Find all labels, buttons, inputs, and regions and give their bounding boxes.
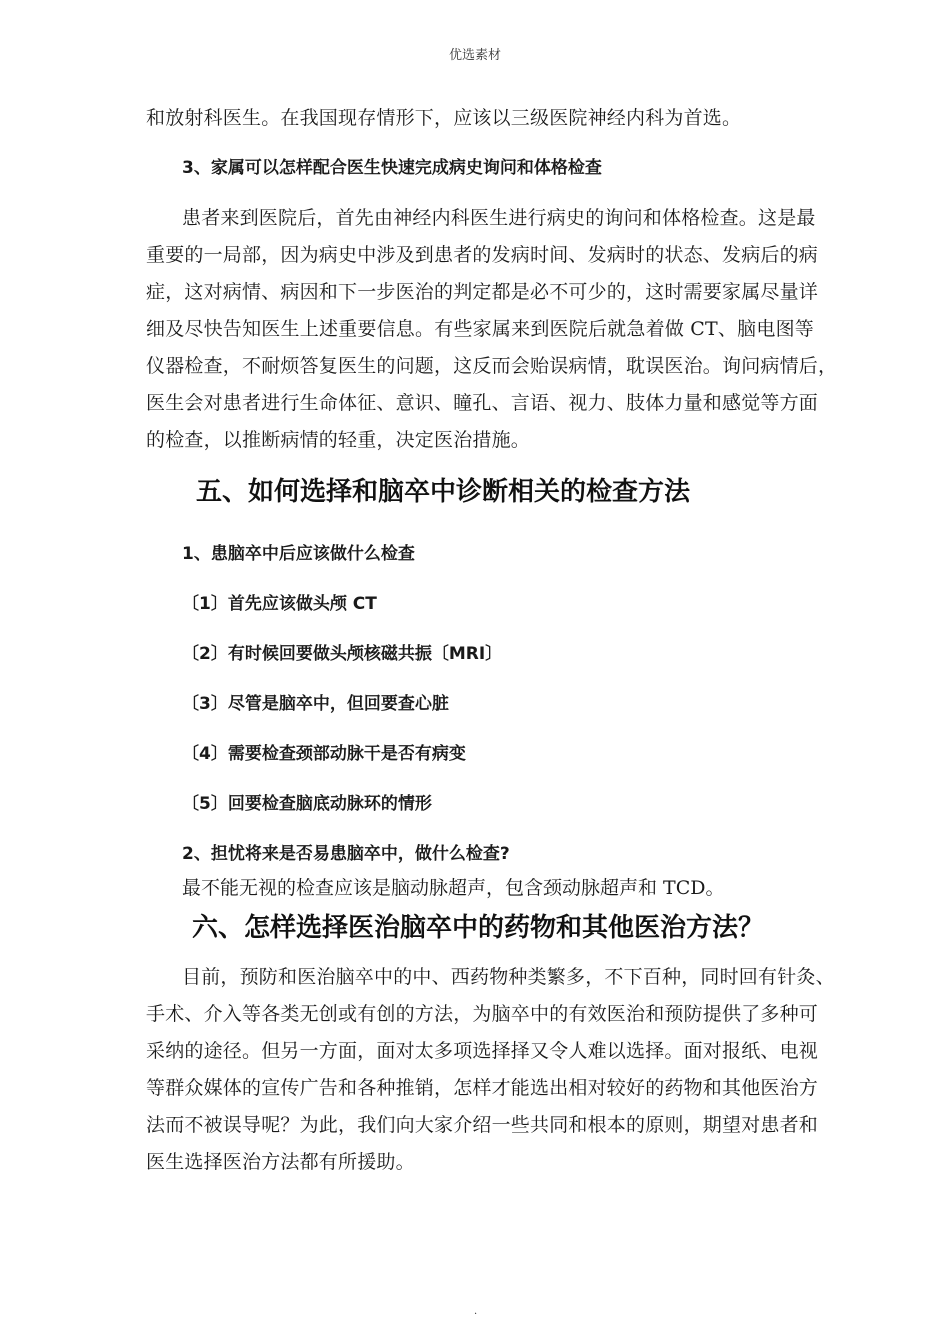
para1-line-6: 医生会对患者进行生命体征、意识、瞳孔、言语、视力、肢体力量和感觉等方面	[146, 392, 819, 414]
exam-item-1: 〔1〕首先应该做头颅 CT	[182, 594, 377, 614]
exam-item-2: 〔2〕有时候回要做头颅核磁共振〔MRI〕	[182, 644, 503, 664]
para2-line-6: 医生选择医治方法都有所援助。	[146, 1151, 415, 1173]
para2-line-1: 目前，预防和医治脑卒中的中、西药物种类繁多，不下百种，同时回有针灸、	[182, 966, 835, 988]
para1-line-3: 症，这对病情、病因和下一步医治的判定都是必不可少的，这时需要家属尽量详	[146, 281, 819, 303]
exam-item-3: 〔3〕尽管是脑卒中，但回要查心脏	[182, 694, 449, 714]
para2-line-5: 法而不被误导呢？为此，我们向大家介绍一些共同和根本的原则，期望对患者和	[146, 1114, 819, 1136]
para1-line-2: 重要的一局部，因为病史中涉及到患者的发病时间、发病时的状态、发病后的病	[146, 244, 819, 266]
para2-line-2: 手术、介入等各类无创或有创的方法，为脑卒中的有效医治和预防提供了多种可	[146, 1003, 819, 1025]
section-5-sub-2-text: 最不能无视的检查应该是脑动脉超声，包含颈动脉超声和 TCD。	[182, 877, 725, 899]
section-5-sub-1: 1、患脑卒中后应该做什么检查	[182, 544, 415, 564]
para1-line-7: 的检查，以推断病情的轻重，决定医治措施。	[146, 429, 531, 451]
page-footer-mark: .	[474, 1306, 478, 1317]
para1-line-4: 细及尽快告知医生上述重要信息。有些家属来到医院后就急着做 CT、脑电图等	[146, 318, 814, 340]
section-6-heading: 六、怎样选择医治脑卒中的药物和其他医治方法？	[192, 913, 765, 943]
section-5-heading: 五、如何选择和脑卒中诊断相关的检查方法	[196, 477, 691, 507]
intro-tail-text: 和放射科医生。在我国现存情形下，应该以三级医院神经内科为首选。	[146, 107, 742, 129]
para2-line-4: 等群众媒体的宣传广告和各种推销，怎样才能选出相对较好的药物和其他医治方	[146, 1077, 819, 1099]
section-5-sub-2: 2、担忧将来是否易患脑卒中，做什么检查?	[182, 844, 510, 864]
exam-item-4: 〔4〕需要检查颈部动脉干是否有病变	[182, 744, 466, 764]
para2-line-3: 采纳的途径。但另一方面，面对太多项选择择又令人难以选择。面对报纸、电视	[146, 1040, 819, 1062]
subsection-3-title: 3、家属可以怎样配合医生快速完成病史询问和体格检查	[182, 158, 602, 178]
page-header: 优选素材	[448, 48, 501, 63]
exam-item-5: 〔5〕回要检查脑底动脉环的情形	[182, 794, 432, 814]
para1-line-5: 仪器检查，不耐烦答复医生的问题，这反而会贻误病情，耽误医治。询问病情后，	[146, 355, 838, 377]
para1-line-1: 患者来到医院后，首先由神经内科医生进行病史的询问和体格检查。这是最	[182, 207, 816, 229]
